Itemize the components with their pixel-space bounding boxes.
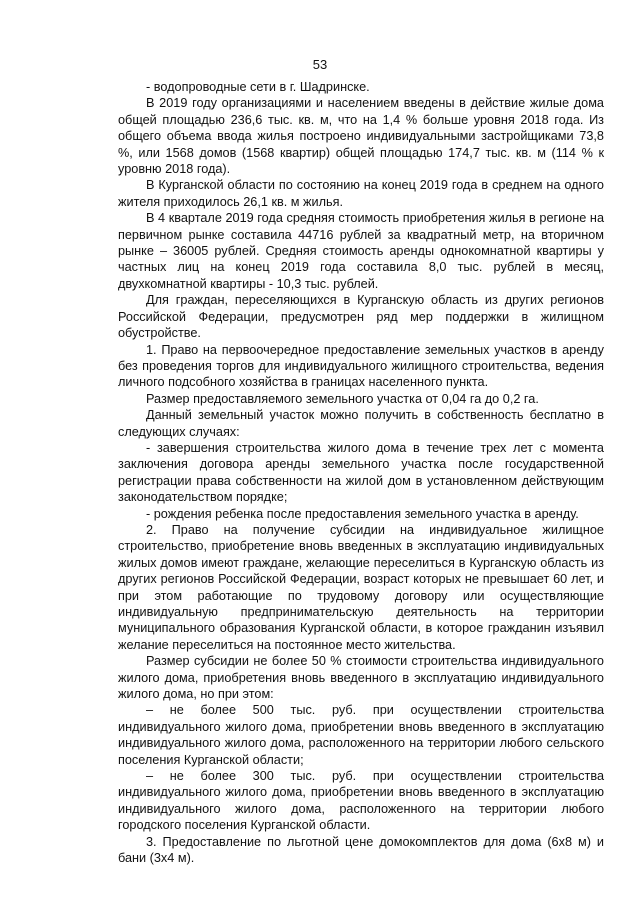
list-item-child-birth: - рождения ребенка после предоставления земельного участка в аренду. [146,506,579,521]
paragraph-water-supply: - водопроводные сети в г. Шадринске. [146,80,370,94]
paragraph-subsidy-right: 2. Право на получение субсидии на индивидуальное жилищное строительство, приобретение вновь введенных в эксплуатацию индивидуальных жилых домов имеют граждане, желающие переселиться в Курганскую область из других регионов Российской Федерации, возраст которых не превышает 60 лет, и при этом работающие по трудовому договору или осуществляющие индивидуальную предпринимательскую деятельность на территории муниципального образования Курганской области, в которое гражданин изъявил желание переселиться на постоянное место жительства. [118,522,604,652]
paragraph-housing-per-resident: В Курганской области по состоянию на конец 2019 года в среднем на одного жителя приходилось 26,1 кв. м жилья. [118,178,604,209]
paragraph-house-kits: 3. Предоставление по льготной цене домокомплектов для дома (6х8 м) и бани (3х4 м). [118,834,604,866]
paragraph-housing-cost: В 4 квартале 2019 года средняя стоимость приобретения жилья в регионе на первичном рынке составила 44716 рублей за квадратный метр, на вторичном рынке – 36005 рублей. Средняя стоимость аренды однокомнатной квартиры у частных лиц на конец 2019 года составила 8,0 тыс. рублей в месяц, двухкомнатной квартиры - 10,3 тыс. рублей. [118,211,604,291]
paragraph-housing-commissioned: В 2019 году организациями и населением введены в действие жилые дома общей площадью 236,6 тыс. кв. м, что на 1,4 % больше уровня 2018 года. Из общего объема ввода жилья построено индивидуальными застройщиками 73,8 %, или 1568 домов (1568 квартир) общей площадью 174,7 тыс. кв. м (114 % к уровню 2018 года). [118,96,604,177]
paragraph-land-plot-size: Размер предоставляемого земельного участка от 0,04 га до 0,2 га. [146,391,539,406]
paragraph-land-lease-right: 1. Право на первоочередное предоставление земельных участков в аренду без проведения торгов для индивидуального жилищного строительства, ведения личного подсобного хозяйства в границах населенного пункта. [118,342,604,390]
paragraph-free-ownership-cases: Данный земельный участок можно получить в собственность бесплатно в следующих случаях: [118,408,604,439]
paragraph-subsidy-size: Размер субсидии не более 50 % стоимости строительства индивидуального жилого дома, приобретения вновь введенного в эксплуатацию индивидуального жилого дома, но при этом: [118,654,604,702]
list-item-rural-subsidy: – не более 500 тыс. руб. при осуществлении строительства индивидуального жилого дома, приобретении вновь введенного в эксплуатацию индивидуального жилого дома, расположенного на территории любого сельского поселения Курганской области; [118,703,604,767]
list-item-urban-subsidy: – не более 300 тыс. руб. при осуществлении строительства индивидуального жилого дома, приобретении вновь введенного в эксплуатацию индивидуального жилого дома, расположенного на территории любого городского поселения Курганской области. [118,769,604,833]
paragraph-support-measures: Для граждан, переселяющихся в Курганскую область из других регионов Российской Федерации, предусмотрен ряд мер поддержки в жилищном обустройстве. [118,293,604,341]
document-body [118,79,604,867]
list-item-construction-completed: - завершения строительства жилого дома в течение трех лет с момента заключения договора аренды земельного участка после государственной регистрации права собственности на жилой дом в установленном действующим законодательством порядке; [118,440,604,505]
page-number: 53 [312,57,328,72]
